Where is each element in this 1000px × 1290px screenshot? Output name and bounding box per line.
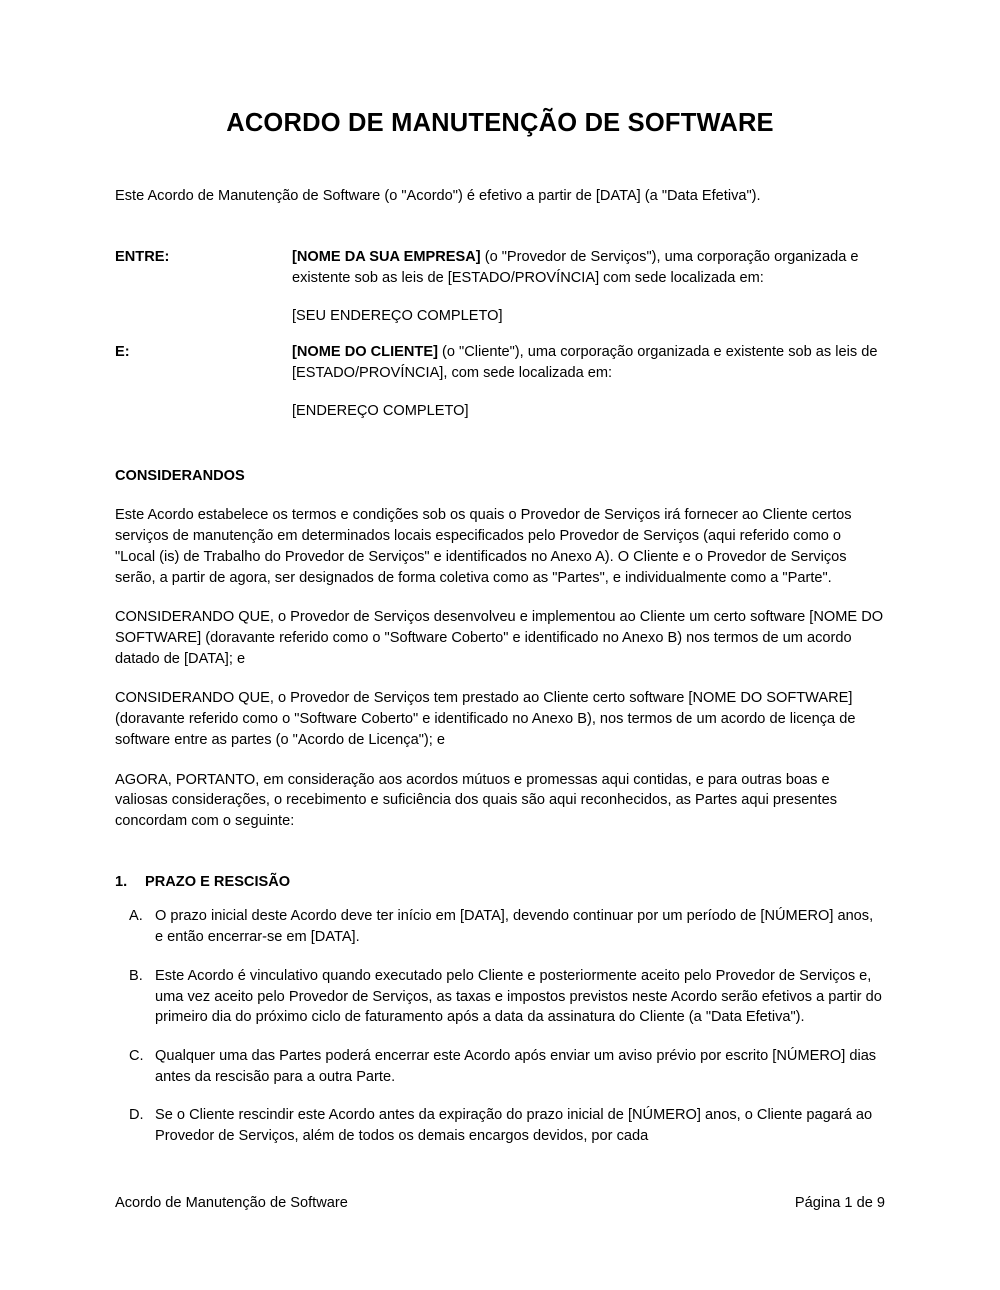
list-item-text-d: Se o Cliente rescindir este Acordo antes da expiração do prazo inicial de [NÚMERO] anos, o Cliente pagará ao Provedor de Serviços, além de todos os demais encargos devidos, por cada [155,1107,873,1145]
party-row-client [115,342,885,421]
intro-paragraph: Este Acordo de Manutenção de Software (o "Acordo") é efetivo a partir de [DATA] (a "Data Efetiva"). [115,187,761,204]
section-1-title: PRAZO E RESCISÃO [145,873,291,890]
list-item-marker-d: D. [129,1107,144,1124]
list-item-text-a: O prazo inicial deste Acordo deve ter início em [DATA], devendo continuar por um período de [NÚMERO] anos, e então encerrar-se em [DATA]. [155,908,874,946]
parties-block [115,206,885,421]
party-label-entre: ENTRE: [115,249,170,266]
party-body-provider [292,247,885,326]
list-item-marker-b: B. [129,967,143,984]
recital-paragraph-3: CONSIDERANDO QUE, o Provedor de Serviços tem prestado ao Cliente certo software [NOME DO SOFTWARE] (doravante referido como o "Software Coberto" e identificado no Anexo B), nos termos de um acordo de licença de software entre as partes (o "Acordo de Licença"); e [115,690,856,748]
section-1-number: 1. [115,873,128,890]
party-address-provider: [SEU ENDEREÇO COMPLETO] [292,307,503,324]
list-item [115,948,885,1028]
list-item-text-c: Qualquer uma das Partes poderá encerrar este Acordo após enviar um aviso prévio por escrito [NÚMERO] dias antes da rescisão para a outra Parte. [155,1048,877,1085]
recital-paragraph-1: Este Acordo estabelece os termos e condições sob os quais o Provedor de Serviços irá fornecer ao Cliente certos serviços de manutenção em determinados locais especificados pelo Provedor de Serviços (aqui referido como o "Local (is) de Trabalho do Provedor de Serviços" e identificados no Anexo A). O Cliente e o Provedor de Serviços serão, a partir de agora, ser designados de forma coletiva como as "Partes", e individualmente como a "Parte". [115,507,852,586]
list-item [115,906,885,947]
footer-document-name: Acordo de Manutenção de Software [115,1195,348,1211]
list-item [115,1087,885,1146]
page-title: ACORDO DE MANUTENÇÃO DE SOFTWARE [226,109,774,137]
section-1-list [115,892,885,1146]
list-item-marker-a: A. [129,908,143,925]
party-row-provider [115,247,885,326]
party-name-provider: [NOME DA SUA EMPRESA] [292,249,481,266]
recitals-heading: CONSIDERANDOS [115,467,245,484]
party-description-client: (o "Cliente"), uma corporação organizada e existente sob as leis de [ESTADO/PROVÍNCIA], com sede localizada em: [292,344,878,382]
document-content [115,0,885,1147]
list-item-text-b: Este Acordo é vinculativo quando executado pelo Cliente e posteriormente aceito pelo Provedor de Serviços e, uma vez aceito pelo Provedor de Serviços, as taxas e impostos previstos neste Acordo serão efetivos a partir do primeiro dia do próximo ciclo de faturamento após a data da assinatura do Cliente (a "Data Efetiva"). [155,967,882,1026]
recital-paragraph-4: AGORA, PORTANTO, em consideração aos acordos mútuos e promessas aqui contidas, e para outras boas e valiosas considerações, o recebimento e suficiência dos quais são aqui reconhecidos, as Partes aqui presentes concordam com o seguinte: [115,771,837,829]
list-item [115,1028,885,1087]
page-footer [115,1193,885,1214]
party-address-client: [ENDEREÇO COMPLETO] [292,402,469,419]
party-body-client [292,342,885,421]
list-item-marker-c: C. [129,1048,144,1064]
recital-paragraph-2: CONSIDERANDO QUE, o Provedor de Serviços desenvolveu e implementou ao Cliente um certo software [NOME DO SOFTWARE] (doravante referido como o "Software Coberto" e identificado no Anexo B) nos termos de um acordo datado de [DATA]; e [115,609,884,667]
party-label-e: E: [115,344,130,361]
footer-page-number: Página 1 de 9 [794,1195,885,1211]
party-name-client: [NOME DO CLIENTE] [292,344,438,361]
party-description-provider: (o "Provedor de Serviços"), uma corporação organizada e existente sob as leis de [ESTADO/PROVÍNCIA] com sede localizada em: [292,249,859,287]
section-1-heading [115,832,885,893]
